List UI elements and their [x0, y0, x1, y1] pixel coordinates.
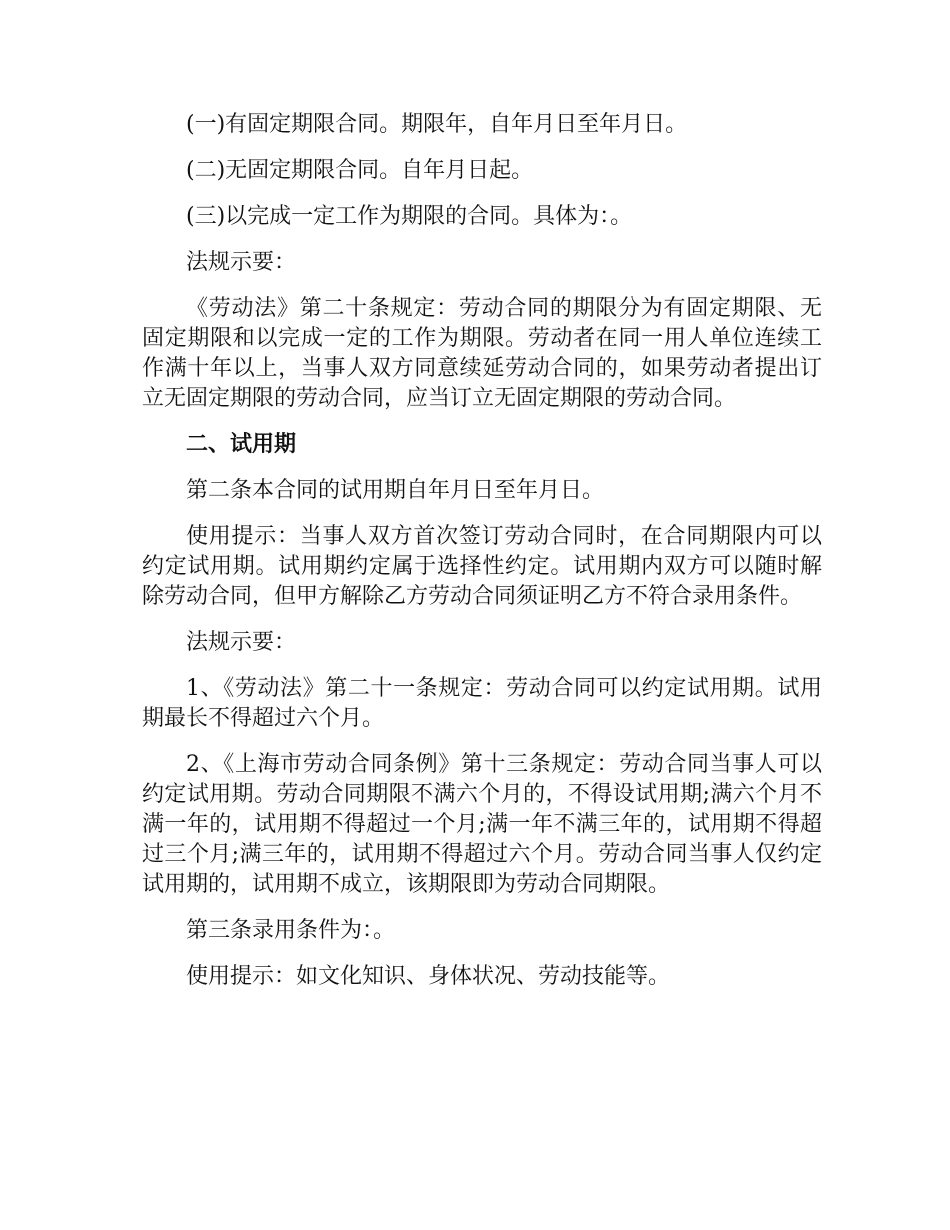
- section-heading-probation: 二、试用期: [186, 432, 297, 457]
- document-page: [142, 110, 822, 1008]
- paragraph-article-2: 第二条本合同的试用期自年月日至年月日。: [186, 478, 605, 503]
- paragraph-open-ended: (二)无固定期限合同。自年月日起。: [186, 158, 534, 183]
- paragraph-labor-law-article-20: 《劳动法》第二十条规定：劳动合同的期限分为有固定期限、无固定期限和以完成一定的工作为期限。劳动者在同一用人单位连续工作满十年以上，当事人双方同意续延劳动合同的，如果劳动者提出订立无固定期限的劳动合同，应当订立无固定期限的劳动合同。: [142, 296, 822, 411]
- paragraph-usage-tip-conditions: 使用提示：如文化知识、身体状况、劳动技能等。: [186, 964, 671, 989]
- paragraph-fixed-term: (一)有固定期限合同。期限年，自年月日至年月日。: [186, 112, 688, 137]
- paragraph-usage-tip-probation: 使用提示：当事人双方首次签订劳动合同时，在合同期限内可以约定试用期。试用期约定属于选择性约定。试用期内双方可以随时解除劳动合同，但甲方解除乙方劳动合同须证明乙方不符合录用条件。: [142, 524, 822, 609]
- paragraph-regulation-label: 法规示要：: [186, 250, 297, 275]
- paragraph-task-based: (三)以完成一定工作为期限的合同。具体为：。: [186, 204, 633, 229]
- paragraph-article-3: 第三条录用条件为：。: [186, 918, 396, 943]
- paragraph-shanghai-regulation: 2、《上海市劳动合同条例》第十三条规定：劳动合同当事人可以约定试用期。劳动合同期限不满六个月的，不得设试用期;满六个月不满一年的，试用期不得超过一个月;满一年不满三年的，试用期不得超过三个月;满三年的，试用期不得超过六个月。劳动合同当事人仅约定试用期的，试用期不成立，该期限即为劳动合同期限。: [142, 752, 822, 897]
- paragraph-regulation-label-2: 法规示要：: [186, 630, 297, 655]
- paragraph-labor-law-article-21: 1、《劳动法》第二十一条规定：劳动合同可以约定试用期。试用期最长不得超过六个月。: [142, 676, 822, 731]
